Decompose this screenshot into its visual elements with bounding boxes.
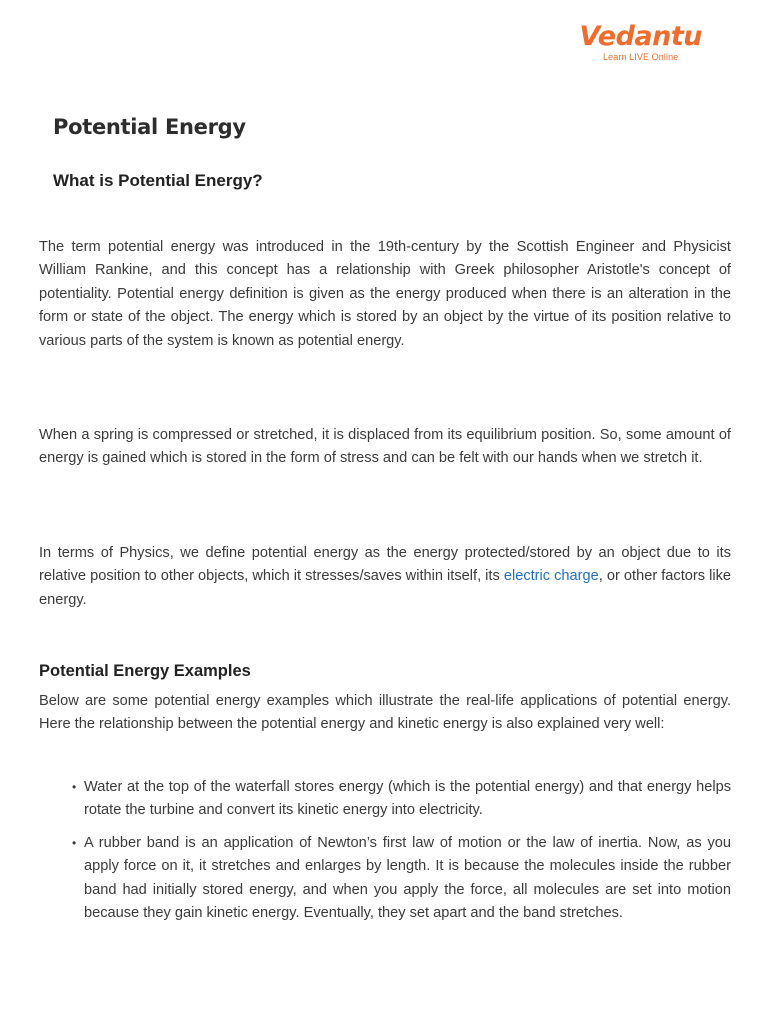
paragraph-text-before-link: In terms of Physics, we define potential energy as the energy protected/stored by an object due to its relative position to other objects, which it stresses/saves within itself, its xyxy=(39,545,731,585)
bullet-icon: • xyxy=(72,835,77,850)
logo-wordmark: Vedantu xyxy=(579,21,702,52)
page-title: Potential Energy xyxy=(53,115,246,139)
paragraph-physics-definition xyxy=(39,542,731,612)
examples-intro: Below are some potential energy examples which illustrate the real-life applications of potential energy. Here the relationship between the potential energy and kinetic energy is also explained very well: xyxy=(39,693,731,733)
list-item xyxy=(70,832,731,926)
list-item-text: A rubber band is an application of Newton’s first law of motion or the law of inertia. Now, as you apply force on it, it stretches and enlarges by length. It is because the molecules inside the rubber band had initially stored energy, and when you apply the force, all molecules are set into motion because they gain kinetic energy. Eventually, they set apart and the band stretches. xyxy=(84,834,731,922)
vedantu-logo[interactable] xyxy=(579,22,702,62)
list-item-text: Water at the top of the waterfall stores energy (which is the potential energy) and that energy helps rotate the turbine and convert its kinetic energy into electricity. xyxy=(84,779,731,819)
page-subtitle: What is Potential Energy? xyxy=(53,171,263,190)
bullet-icon: • xyxy=(72,780,77,794)
list-item xyxy=(70,776,731,823)
examples-list xyxy=(70,776,731,934)
electric-charge-link[interactable]: electric charge xyxy=(503,568,599,585)
logo-tagline: Learn LIVE Online xyxy=(603,52,679,62)
examples-heading: Potential Energy Examples xyxy=(39,662,251,680)
paragraph-text-after-link: , or other factors like energy. xyxy=(39,568,731,608)
paragraph-spring: When a spring is compressed or stretched, it is displaced from its equilibrium position. So, some amount of energy is gained which is stored in the form of stress and can be felt with our hands when we stretch it. xyxy=(39,427,731,467)
paragraph-intro: The term potential energy was introduced in the 19th-century by the Scottish Engineer and Physicist William Rankine, and this concept has a relationship with Greek philosopher Aristotle's concept of potentiality. Potential energy definition is given as the energy produced when there is an alteration in the form or state of the object. The energy which is stored by an object by the virtue of its position relative to various parts of the system is known as potential energy. xyxy=(39,239,731,349)
